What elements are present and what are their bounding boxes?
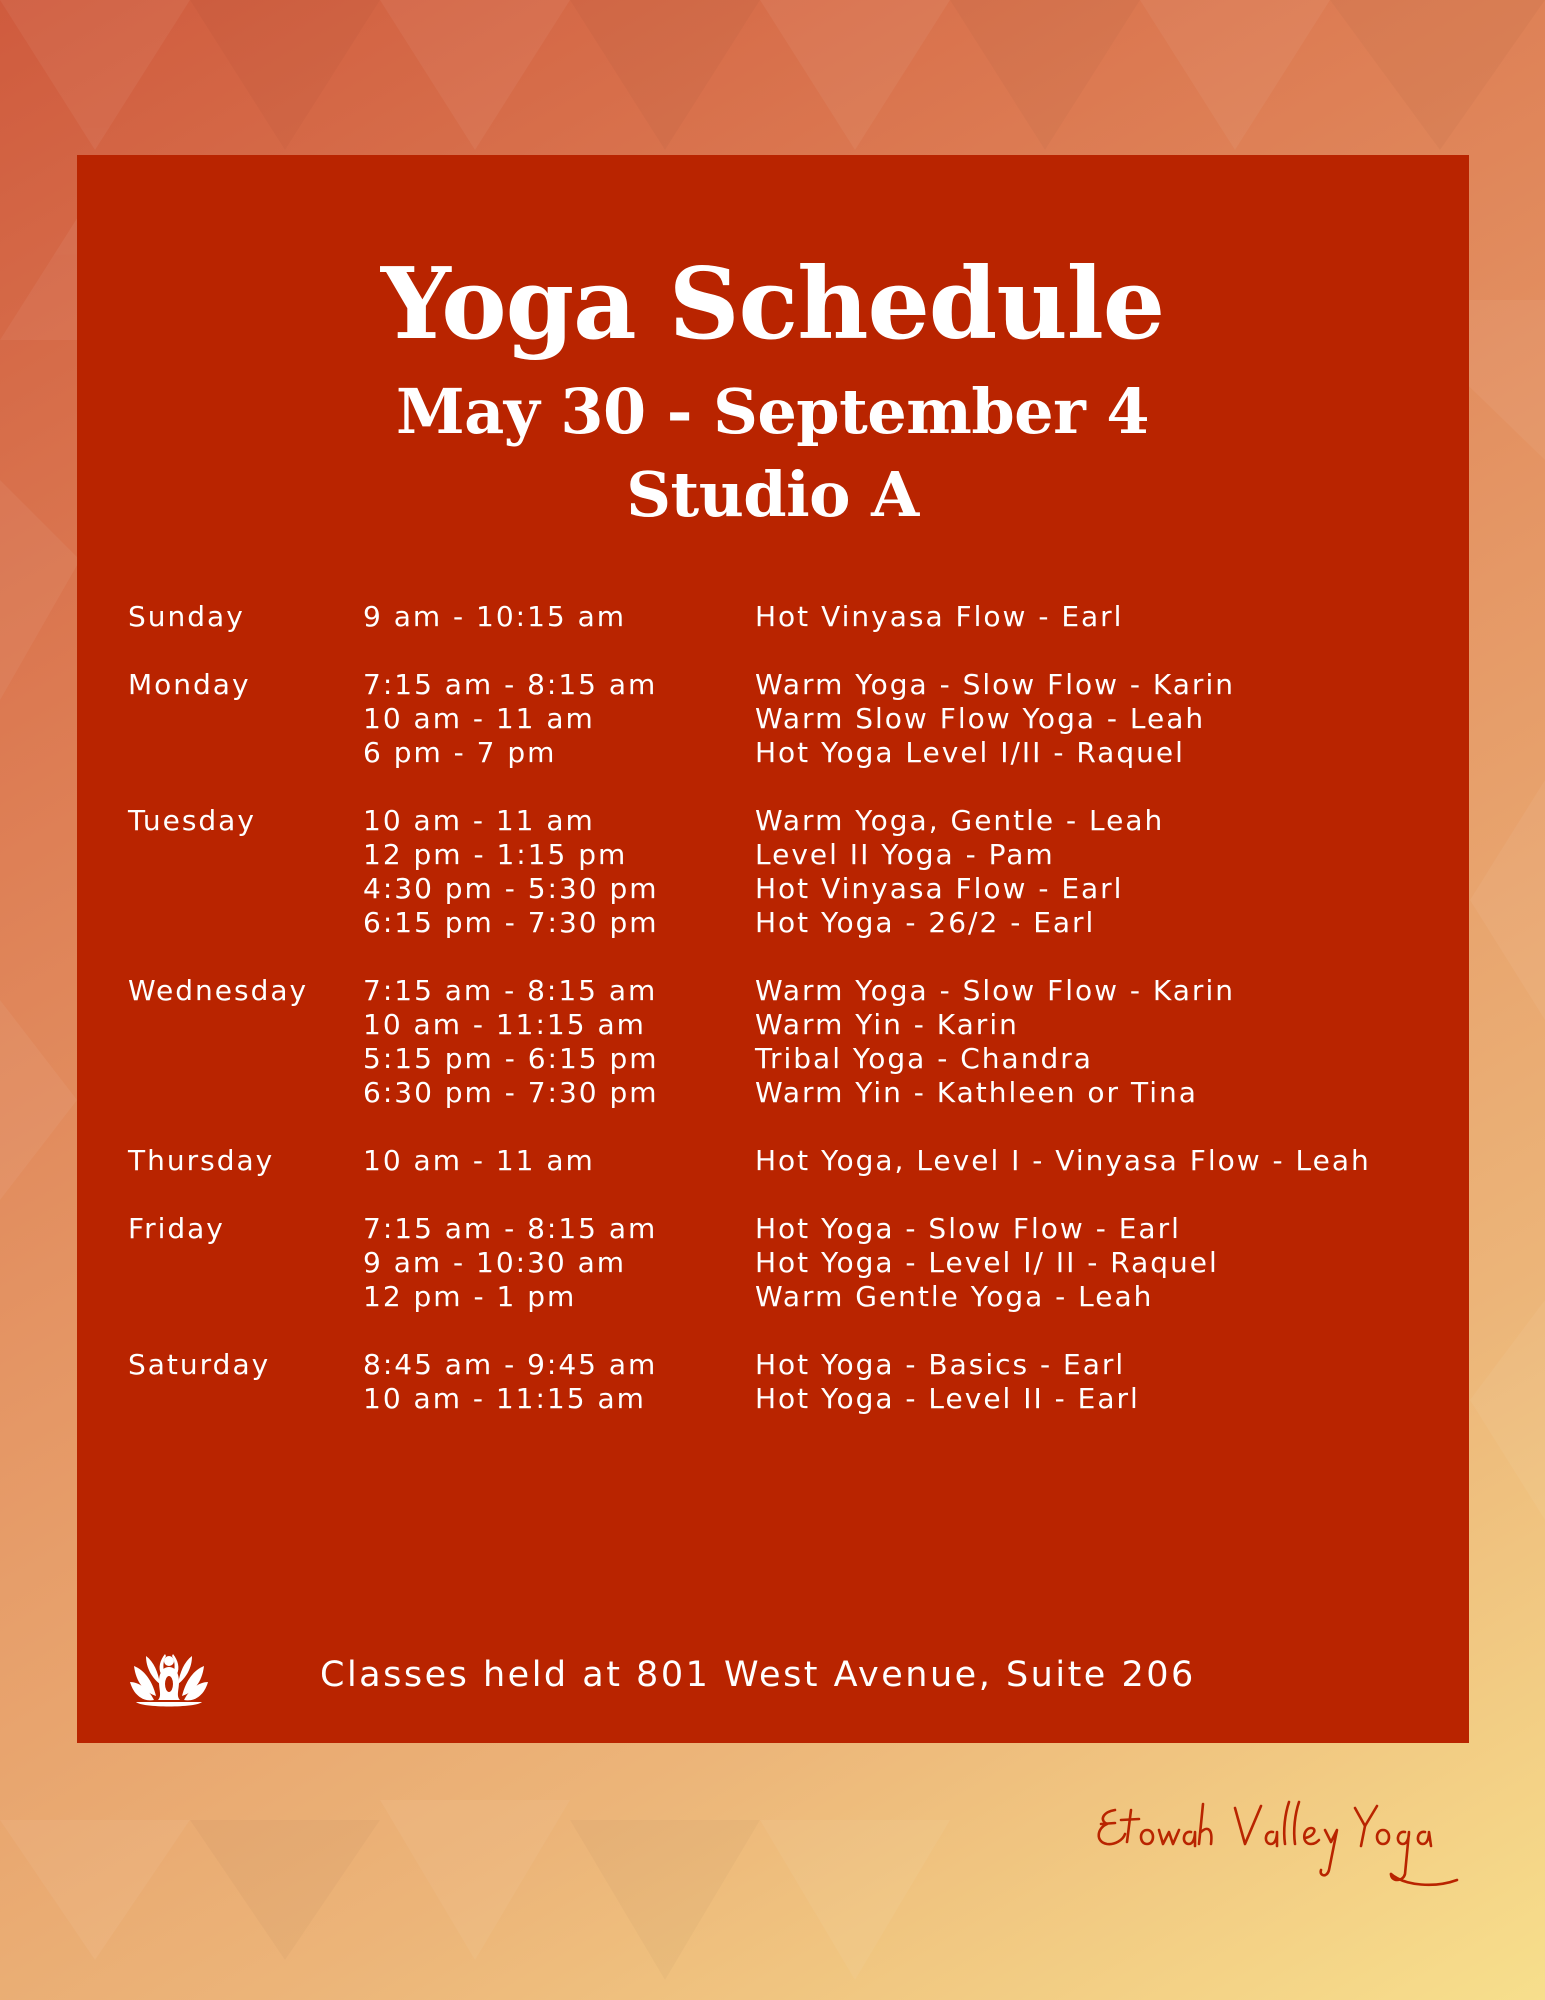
day-block-sunday [128,600,1428,634]
class-title: Warm Slow Flow Yoga - Leah [755,702,1206,735]
class-slot [363,668,1235,702]
slot-list [363,1212,1219,1314]
slot-list [363,1144,1371,1178]
day-name: Thursday [128,1144,275,1177]
day-name: Sunday [128,600,245,633]
class-time: 7:15 am - 8:15 am [363,974,658,1007]
class-slot [363,872,1164,906]
studio-name: Studio A [626,458,919,531]
class-title: Level II Yoga - Pam [755,838,1055,871]
class-time: 4:30 pm - 5:30 pm [363,872,659,905]
location-text: Classes held at 801 West Avenue, Suite 206 [320,1655,1196,1695]
class-slot [363,1246,1219,1280]
lotus-icon [128,1652,210,1708]
brand-signature [1085,1790,1475,1910]
slot-list [363,974,1235,1110]
class-title: Hot Yoga - Basics - Earl [755,1348,1126,1381]
class-slot [363,1280,1219,1314]
slot-list [363,600,1123,634]
slot-list [363,804,1164,940]
class-slot [363,1348,1140,1382]
slot-list [363,668,1235,770]
day-block-tuesday [128,804,1428,940]
class-slot [363,838,1164,872]
class-slot [363,906,1164,940]
class-slot [363,1076,1235,1110]
day-block-wednesday [128,974,1428,1110]
class-title: Hot Yoga - Level II - Earl [755,1382,1140,1415]
class-slot [363,1042,1235,1076]
day-block-thursday [128,1144,1428,1178]
class-time: 10 am - 11 am [363,702,595,735]
class-slot [363,1212,1219,1246]
class-title: Tribal Yoga - Chandra [755,1042,1093,1075]
class-time: 10 am - 11:15 am [363,1008,646,1041]
class-title: Hot Vinyasa Flow - Earl [755,600,1124,633]
class-slot [363,1144,1371,1178]
class-time: 9 am - 10:15 am [363,600,627,633]
class-time: 6:15 pm - 7:30 pm [363,906,659,939]
class-time: 10 am - 11 am [363,1144,595,1177]
class-title: Hot Yoga - Slow Flow - Earl [755,1212,1181,1245]
class-time: 5:15 pm - 6:15 pm [363,1042,659,1075]
class-title: Hot Yoga - Level I/ II - Raquel [755,1246,1219,1279]
date-range: May 30 - September 4 [395,375,1150,448]
class-time: 12 pm - 1 pm [363,1280,577,1313]
class-time: 7:15 am - 8:15 am [363,668,658,701]
day-block-monday [128,668,1428,770]
class-slot [363,600,1123,634]
class-title: Hot Yoga - 26/2 - Earl [755,906,1096,939]
class-time: 6:30 pm - 7:30 pm [363,1076,659,1109]
class-title: Warm Yin - Karin [755,1008,1019,1041]
class-title: Warm Gentle Yoga - Leah [755,1280,1154,1313]
class-time: 9 am - 10:30 am [363,1246,627,1279]
class-title: Warm Yoga - Slow Flow - Karin [755,668,1235,701]
class-slot [363,974,1235,1008]
day-name: Friday [128,1212,225,1245]
class-time: 8:45 am - 9:45 am [363,1348,658,1381]
slot-list [363,1348,1140,1416]
schedule-table [128,600,1428,1450]
class-time: 10 am - 11:15 am [363,1382,646,1415]
class-slot [363,702,1235,736]
day-block-saturday [128,1348,1428,1416]
day-name: Monday [128,668,251,701]
class-time: 12 pm - 1:15 pm [363,838,628,871]
class-title: Hot Yoga, Level I - Vinyasa Flow - Leah [755,1144,1371,1177]
day-name: Saturday [128,1348,271,1381]
class-slot [363,1382,1140,1416]
class-time: 7:15 am - 8:15 am [363,1212,658,1245]
day-name: Tuesday [128,804,256,837]
class-title: Warm Yoga, Gentle - Leah [755,804,1165,837]
day-block-friday [128,1212,1428,1314]
class-slot [363,1008,1235,1042]
class-time: 10 am - 11 am [363,804,595,837]
class-time: 6 pm - 7 pm [363,736,557,769]
class-title: Warm Yoga - Slow Flow - Karin [755,974,1235,1007]
page-title: Yoga Schedule [380,247,1165,362]
class-title: Warm Yin - Kathleen or Tina [755,1076,1198,1109]
day-name: Wednesday [128,974,309,1007]
class-slot [363,804,1164,838]
class-slot [363,736,1235,770]
class-title: Hot Vinyasa Flow - Earl [755,872,1124,905]
class-title: Hot Yoga Level I/II - Raquel [755,736,1185,769]
